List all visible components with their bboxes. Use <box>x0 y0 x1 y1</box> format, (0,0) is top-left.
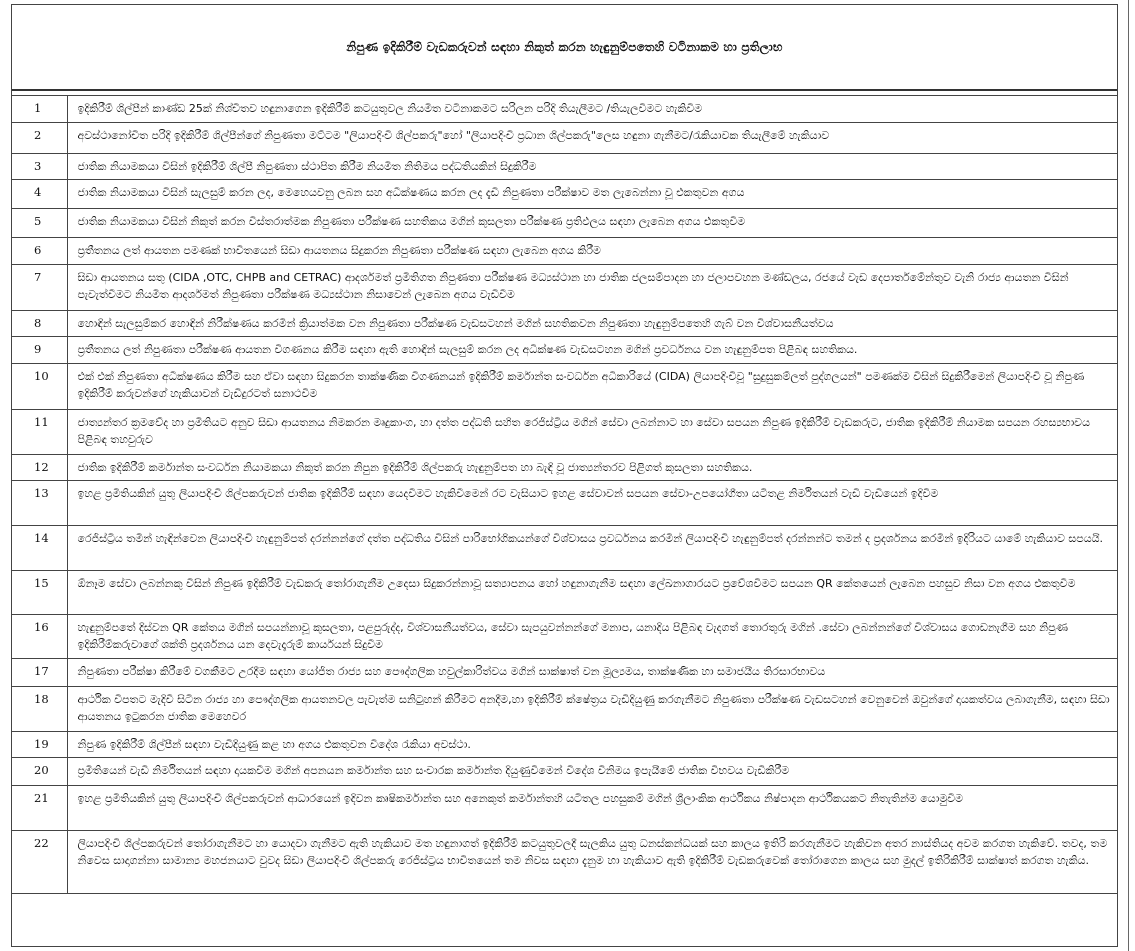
row-number: 17 <box>12 658 67 686</box>
row-benefit-text: හැඳුනුම්පතේ දිස්වන QR කේතය මගින් සපයන්නාවූ කුසලතා, පළපුරුද්ද, විශ්වාසනීයත්වය, සේවා සැපයුවන්නන්ගේ මනාප, යනාදිය පිළිබඳ වැදගත් තොරතුරු මගින් .සේවා ලබන්නන්ගේ විශ්වාසය ගොඩනැගීම සහ නිපුණ ඉදිකිරීම්කරුවාගේ ශක්ති ප්‍රදර්ශනය යන දෙවැදෑරුම් කාර්යයන් සිදුවීම <box>67 614 1117 658</box>
row-number: 9 <box>12 336 67 363</box>
table-row <box>12 153 1117 179</box>
table-row <box>12 179 1117 208</box>
row-benefit-text: ජාතික නියාමකයා විසින් සැලසුම් කරන ලද, මෙහෙයවනු ලබන සහ අධීක්ෂණය කරන ලද දැඩි නිපුණතා පරීක්ෂාව මත ලැබෙන්නා වූ එකතුවන අගය <box>67 179 1117 208</box>
row-benefit-text: ජාත්‍යන්තර ක්‍රමවේද හා ප්‍රමිතියට අනුව සිඩා ආයතනය නිමකරන මෘදුකාංග, හා දත්ත පද්ධති සහිත රෙජිස්ට්‍රිය මගින් සේවා ලබන්නාට හා සේවා සපයන නිපුණ ඉදිකිරීම් වැඩකරුට, ජාතික ඉදිකිරීම් නියාමක සපයන රහස්‍යභාවය පිළිබඳ තහවුරුව <box>67 409 1117 454</box>
row-benefit-text: ඉහළ ප්‍රමිතියකින් යුතු ලියාපදිංචි ශිල්පකරුවන් ජාතික ඉදිකිරීම් සඳහා යෙදවීමට හැකිවීමෙන් රට වැසියාට ඉහළ සේවාවන් සපයන සේවා-උපයෝගීතා යටිතළ නිර්මිතයන් වැඩි වැඩියෙන් ඉදිවීම <box>67 480 1117 525</box>
table-row <box>12 525 1117 570</box>
table-row <box>12 570 1117 614</box>
table-title: නිපුණ ඉදිකිරීම් වැඩකරුවන් සඳහා නිකුත් කරන හැඳුනුම්පතෙහි වටිනාකම හා ප්‍රතිලාභ <box>12 5 1117 91</box>
row-benefit-text: නිපුණ ඉදිකිරීම් ශිල්පීන් සඳහා වැඩිදියුණු කළ හා අගය එකතුවන විදේශ රැකියා අවස්ථා. <box>67 731 1117 757</box>
row-benefit-text: රෙජිස්ට්‍රිය තමින් හැඳින්වෙන ලියාපදිංචි හැඳුනුම්පත් දරන්නන්ගේ දත්ත පද්ධතිය විසින් පාරිභෝගිකයන්ගේ විශ්වාසය ප්‍රවර්ධනය කරමින් ලියාපදිංචි හැඳුනුම්පත් දරන්නන්ට තමන් ද ප්‍රදර්ශනය කරමින් ඉදිරියට යාමේ හැකියාව සපයයි. <box>67 525 1117 570</box>
row-benefit-text: ප්‍රමිතියෙන් වැඩි නිර්මිතයන් සඳහා දායකවීම මගින් අපනයන කර්මාන්ත සහ සංචාරක කර්මාන්ත දියුණුවීමෙන් විදේශ විනිමය ඉපැයීමේ ජාතික විභවය වැඩිකිරීම <box>67 757 1117 785</box>
table-row <box>12 310 1117 336</box>
table-row <box>12 237 1117 264</box>
row-benefit-text: ජාතික නියාමකයා විසින් නිකුත් කරන විස්තරාත්මක නිපුණතා පරීක්ෂණ සහතිකය මගින් කුසලතා පරීක්ෂණ ප්‍රතිඵලය සඳහා ලැබෙන අගය එකතුවීම <box>67 208 1117 237</box>
row-number: 7 <box>12 264 67 310</box>
row-number: 16 <box>12 614 67 658</box>
row-benefit-text: එක් එක් නිපුණතා අධීක්ෂණය කිරීම සහ ඒවා සඳහා සිදුකරන තාක්ෂණික විගණනයන් ඉදිකිරීම් කර්මාන්ත සංවර්ධන අධිකාරියේ (CIDA) ලියාපදිංචිවූ "සුදුසුකම්ලත් පුද්ගලයන්" පමණක්ම විසින් සිදුකිරීමෙන් ලියාපදිංචි වූ නිපුණ ඉදිකිරීම් කරුවන්ගේ හැකියාවන් වැඩිදුරටත් සනාථවීම <box>67 363 1117 409</box>
table-row <box>12 830 1117 893</box>
row-benefit-text: ප්‍රතීතනය ලත් ආයතන පමණක් භාවිතයෙන් සිඩා ආයතනය සිදුකරන නිපුණතා පරීක්ෂණ සඳහා ලැබෙන අගය කිරීම <box>67 237 1117 264</box>
row-benefit-text: නිපුණතා පරීක්ෂා කිරීමේ වගකීමට උරදීම සඳහා යෝජිත රාජ්‍ය සහ පෞද්ගලික හවුල්කාරිත්වය මගින් සාක්ෂාත් වන මූල්‍යමය, තාක්ෂණික හා සමාජයීය තිරසාරභාවය <box>67 658 1117 686</box>
page-edge-line <box>1128 0 1129 951</box>
row-benefit-text: සිඩා ආයතනය සතු (CIDA ,OTC, CHPB and CETRAC) ආදර්ශමත් ප්‍රමිතිගත නිපුණතා පරීක්ෂණ මධ්‍යස්ථාන හා ජාතික ජලසම්පාදන හා ජලාපවහන මණ්ඩලය, රජයේ වැඩ දෙපාර්තමේන්තුව වැනි රාජ්‍ය ආයතන විසින් පැවැත්වීමට නියමිත ආදර්ශමත් නිපුණතා පරීක්ෂණ මධ්‍යස්ථාන නිසාවෙන් ලැබෙන අගය වැඩිවීම <box>67 264 1117 310</box>
row-benefit-text: ලියාපදිංචි ශිල්පකරුවන් තෝරාගැනීමට හා යොදවා ගැනීමට ඇති හැකියාව මත හඳුනාගත් ඉදිකිරීම් කටයුතුවලදී සැලකිය යුතු ධනස්කන්ධයක් සහ කාලය ඉතිරි කරගැනීමට හැකිවන අතර නාස්තියද අවම කරගත හැකිවේ. තවද, තම නිවෙස සාදාගන්නා සාමාන්‍ය මහජනයාට වුවද සිඩා ලියාපදිංචි ශිල්පකරු රෙජිස්ට්‍රය භාවිතයෙන් තම නිවස සඳහා දැනුම හා හැකියාව ඇති ඉදිකිරීම් වැඩකරුවෙක් තෝරාගෙන කාලය සහ මුදල් ඉතිරිකිරීම් සාක්ෂාත් කරගත හැකිය. <box>67 830 1117 893</box>
row-number: 6 <box>12 237 67 264</box>
table-row <box>12 208 1117 237</box>
row-benefit-text: ජාතික ඉදිකිරීම් කර්මාන්ත සංවර්ධන නියාමකයා නිකුත් කරන නිපුන ඉදිකිරීම් ශිල්පකරු හැඳුනුම්පත හා බැඳි වූ ජාත්‍යන්තරව පිළිගත් කුසලතා සහතිකය. <box>67 454 1117 480</box>
table-row <box>12 96 1117 122</box>
row-number: 14 <box>12 525 67 570</box>
row-benefit-text: ඉදිකිරීම් ශිල්පීන් කාණ්ඩ 25ක් නිශ්චිතව හඳුනාගෙන ඉදිකිරීම් කටයුතුවල නියමිත වටිනාකමට සරිලන පරිදි තියැලීමට /තියැලවීමට හැකිවීම <box>67 96 1117 122</box>
benefits-table-sheet <box>11 4 1118 947</box>
row-number: 12 <box>12 454 67 480</box>
row-benefit-text: ආර්ථික විපතට මැදිවී සිටින රාජ්‍ය හා පෞද්ගලික ආයතනවල පැවැත්ම සනිටුහන් කිරීමට අනදීම,හා ඉදිකිරීම් ක්ෂේත්‍රය වැඩිදියුණු කරගැනීමට නිපුණතා පරීක්ෂණ වැඩසටහන් වෙනුවෙන් ඔවුන්ගේ දායකත්වය ලබාගැනීම, සඳහා සිඩා ආයතනය ඉටුකරන ජාතික මෙහෙවර <box>67 686 1117 731</box>
benefits-table-body <box>12 96 1117 893</box>
row-benefit-text: අවස්ථානෝචිත පරිදි ඉදිකිරීම් ශිල්පීන්ගේ නිපුණතා මට්ටම "ලියාපදිංචි ශිල්පකරු"හෝ "ලියාපදිංචි ප්‍රධාන ශිල්පකරු"ලෙස හඳුනා ගැනීමට/රැකියාවක තියැලීමේ හැකියාව <box>67 122 1117 153</box>
row-number: 18 <box>12 686 67 731</box>
table-row <box>12 757 1117 785</box>
row-number: 4 <box>12 179 67 208</box>
row-number: 3 <box>12 153 67 179</box>
row-number: 13 <box>12 480 67 525</box>
benefits-table <box>12 96 1117 894</box>
table-row <box>12 658 1117 686</box>
table-row <box>12 264 1117 310</box>
table-row <box>12 686 1117 731</box>
table-row <box>12 480 1117 525</box>
row-number: 2 <box>12 122 67 153</box>
table-row <box>12 336 1117 363</box>
row-number: 10 <box>12 363 67 409</box>
table-row <box>12 122 1117 153</box>
row-benefit-text: ඕනෑම සේවා ලබන්නකු විසින් නිපුණ ඉදිකිරීම් වැඩකරු තෝරාගැනීම උදෙසා සිදුකරන්නාවූ සත්‍යාපනය හෝ හඳුනාගැනීම සඳහා ලේඛනාගාරයට ප්‍රවේශවීමට සපයන QR කේතයෙන් ලැබෙන පහසුව නිසා වන අගය එකතුවීම <box>67 570 1117 614</box>
row-number: 11 <box>12 409 67 454</box>
table-row <box>12 731 1117 757</box>
table-row <box>12 363 1117 409</box>
table-row <box>12 614 1117 658</box>
row-number: 21 <box>12 785 67 830</box>
row-number: 19 <box>12 731 67 757</box>
table-row <box>12 409 1117 454</box>
row-number: 20 <box>12 757 67 785</box>
row-number: 5 <box>12 208 67 237</box>
row-number: 1 <box>12 96 67 122</box>
row-benefit-text: හොඳින් සැලසුම්කර හොඳින් නිරීක්ෂණය කරමින් ක්‍රියාත්මක වන නිපුණතා පරීක්ෂණ වැඩසටහන් මගින් සහතිකවන නිපුණතා හැඳුනුම්පතෙහි ගැබ් වන විශ්වාසනීයත්වය <box>67 310 1117 336</box>
row-number: 22 <box>12 830 67 893</box>
row-number: 15 <box>12 570 67 614</box>
row-benefit-text: ප්‍රතීතනය ලත් නිපුණතා පරීක්ෂණ ආයතන විගණනය කිරීම සඳහා ඇති හොඳින් සැලසුම් කරන ලද අධීක්ෂණ වැඩසටහන මගින් ප්‍රවර්ධනය වන හැඳුනුම්පත පිළිබඳ සහතිකය. <box>67 336 1117 363</box>
row-benefit-text: ඉහළ ප්‍රමිතියකින් යුතු ලියාපදිංචි ශිල්පකරුවන් ආධාරයෙන් ඉදිවන කෘෂිකර්මාන්ත සහ අනෙකුත් කර්මාන්තහි යටිතල පහසුකම් මගින් ශ්‍රීලාංකික ආර්ථිකය නිෂ්පාදන ආර්ථිකයකට නිතැතින්ම යොමුවීම <box>67 785 1117 830</box>
row-number: 8 <box>12 310 67 336</box>
table-row <box>12 454 1117 480</box>
table-row <box>12 785 1117 830</box>
row-benefit-text: ජාතික නියාමකයා විසින් ඉදිකිරීම් ශිල්පී නිපුණතා ස්ථාපිත කිරීම නියමිත නිතිමය පද්ධතියකින් සිදුකිරීම <box>67 153 1117 179</box>
